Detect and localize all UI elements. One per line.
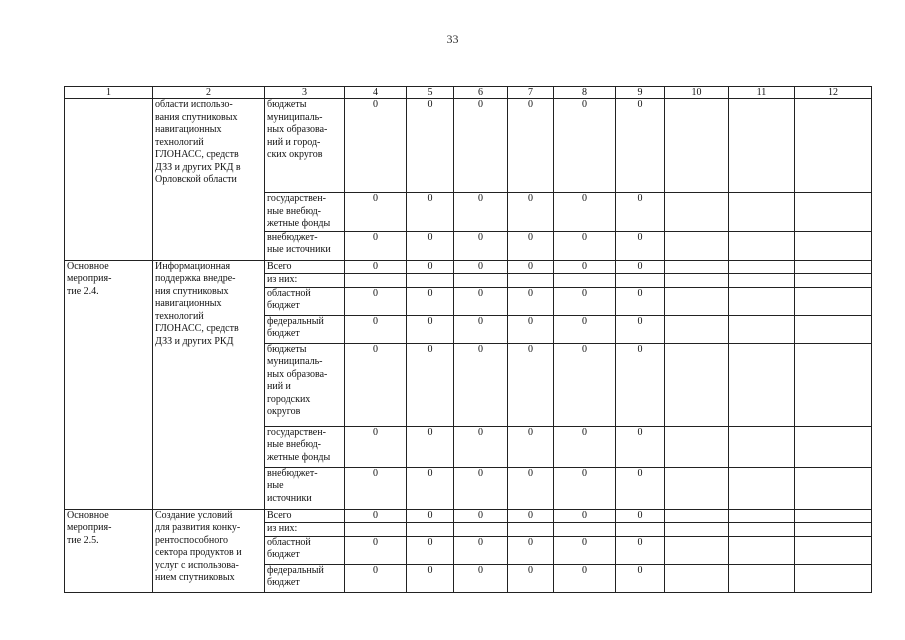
table-row	[65, 509, 872, 523]
value-cell: 0	[554, 99, 616, 193]
value-cell: 0	[454, 564, 508, 592]
value-cell: 0	[508, 536, 554, 564]
value-cell: 0	[508, 426, 554, 467]
empty-cell	[795, 564, 872, 592]
value-cell: 0	[345, 315, 407, 343]
value-cell: 0	[616, 564, 665, 592]
empty-cell	[665, 231, 729, 260]
funding-source-cell: из них:	[265, 274, 345, 288]
empty-cell	[729, 260, 795, 274]
column-header-10: 10	[665, 87, 729, 99]
empty-cell	[795, 467, 872, 509]
value-cell: 0	[554, 260, 616, 274]
funding-source-cell: внебюджет- ные источники	[265, 231, 345, 260]
empty-cell	[729, 467, 795, 509]
empty-cell	[665, 523, 729, 537]
value-cell	[508, 274, 554, 288]
value-cell: 0	[345, 426, 407, 467]
empty-cell	[795, 287, 872, 315]
value-cell: 0	[616, 426, 665, 467]
funding-source-cell: бюджеты муниципаль- ных образова- ний и городских округов	[265, 343, 345, 426]
funding-source-cell: областной бюджет	[265, 536, 345, 564]
funding-source-cell: внебюджет- ные источники	[265, 467, 345, 509]
column-header-5: 5	[407, 87, 454, 99]
empty-cell	[729, 536, 795, 564]
budget-table	[64, 86, 872, 593]
value-cell: 0	[554, 231, 616, 260]
value-cell: 0	[508, 315, 554, 343]
empty-cell	[665, 426, 729, 467]
empty-cell	[729, 523, 795, 537]
value-cell: 0	[345, 99, 407, 193]
column-header-3: 3	[265, 87, 345, 99]
value-cell: 0	[407, 509, 454, 523]
value-cell: 0	[454, 343, 508, 426]
value-cell: 0	[454, 99, 508, 193]
value-cell: 0	[554, 315, 616, 343]
empty-cell	[665, 99, 729, 193]
empty-cell	[795, 99, 872, 193]
value-cell: 0	[345, 193, 407, 232]
empty-cell	[665, 467, 729, 509]
empty-cell	[729, 231, 795, 260]
value-cell: 0	[454, 260, 508, 274]
value-cell	[407, 274, 454, 288]
value-cell: 0	[554, 287, 616, 315]
value-cell: 0	[554, 564, 616, 592]
value-cell: 0	[454, 287, 508, 315]
value-cell: 0	[407, 260, 454, 274]
empty-cell	[665, 536, 729, 564]
value-cell: 0	[407, 193, 454, 232]
value-cell: 0	[407, 426, 454, 467]
value-cell	[345, 274, 407, 288]
value-cell: 0	[345, 509, 407, 523]
empty-cell	[665, 315, 729, 343]
table-row	[65, 99, 872, 193]
column-header-9: 9	[616, 87, 665, 99]
empty-cell	[795, 274, 872, 288]
value-cell: 0	[616, 467, 665, 509]
value-cell: 0	[616, 343, 665, 426]
column-header-2: 2	[153, 87, 265, 99]
value-cell: 0	[616, 536, 665, 564]
empty-cell	[665, 564, 729, 592]
value-cell: 0	[554, 509, 616, 523]
value-cell: 0	[454, 193, 508, 232]
activity-label-cell: Основное мероприя- тие 2.4.	[65, 260, 153, 509]
value-cell: 0	[508, 509, 554, 523]
value-cell: 0	[454, 426, 508, 467]
activity-label-cell: Основное мероприя- тие 2.5.	[65, 509, 153, 592]
table-row	[65, 260, 872, 274]
funding-source-cell: из них:	[265, 523, 345, 537]
empty-cell	[665, 260, 729, 274]
value-cell: 0	[454, 536, 508, 564]
value-cell: 0	[616, 99, 665, 193]
value-cell: 0	[508, 260, 554, 274]
column-header-6: 6	[454, 87, 508, 99]
value-cell: 0	[508, 564, 554, 592]
value-cell: 0	[454, 315, 508, 343]
funding-source-cell: Всего	[265, 260, 345, 274]
empty-cell	[795, 343, 872, 426]
column-header-12: 12	[795, 87, 872, 99]
value-cell: 0	[345, 231, 407, 260]
value-cell: 0	[616, 287, 665, 315]
empty-cell	[795, 523, 872, 537]
value-cell	[454, 274, 508, 288]
activity-description-cell: Информационная поддержка внедре- ния спутниковых навигационных технологий ГЛОНАСС, средств ДЗЗ и других РКД	[153, 260, 265, 509]
value-cell: 0	[407, 564, 454, 592]
value-cell: 0	[454, 231, 508, 260]
funding-source-cell: федеральный бюджет	[265, 315, 345, 343]
value-cell: 0	[345, 564, 407, 592]
value-cell: 0	[407, 99, 454, 193]
value-cell	[616, 523, 665, 537]
header-row	[65, 87, 872, 99]
empty-cell	[729, 287, 795, 315]
empty-cell	[665, 287, 729, 315]
value-cell: 0	[345, 287, 407, 315]
value-cell: 0	[345, 467, 407, 509]
funding-source-cell: областной бюджет	[265, 287, 345, 315]
empty-cell	[729, 426, 795, 467]
column-header-7: 7	[508, 87, 554, 99]
column-header-1: 1	[65, 87, 153, 99]
value-cell	[554, 274, 616, 288]
value-cell	[345, 523, 407, 537]
empty-cell	[795, 315, 872, 343]
value-cell: 0	[407, 536, 454, 564]
value-cell: 0	[454, 509, 508, 523]
value-cell: 0	[508, 231, 554, 260]
value-cell: 0	[616, 193, 665, 232]
empty-cell	[795, 231, 872, 260]
value-cell: 0	[616, 509, 665, 523]
value-cell: 0	[508, 99, 554, 193]
empty-cell	[795, 426, 872, 467]
value-cell: 0	[508, 343, 554, 426]
empty-cell	[795, 193, 872, 232]
empty-cell	[729, 564, 795, 592]
page-number: 33	[446, 32, 459, 46]
value-cell: 0	[508, 467, 554, 509]
funding-source-cell: государствен- ные внебюд- жетные фонды	[265, 193, 345, 232]
value-cell	[407, 523, 454, 537]
empty-cell	[729, 343, 795, 426]
empty-cell	[729, 193, 795, 232]
value-cell: 0	[616, 231, 665, 260]
value-cell: 0	[616, 315, 665, 343]
value-cell	[554, 523, 616, 537]
value-cell: 0	[554, 467, 616, 509]
funding-source-cell: бюджеты муниципаль- ных образова- ний и город- ских округов	[265, 99, 345, 193]
value-cell: 0	[407, 467, 454, 509]
empty-cell	[665, 274, 729, 288]
activity-description-cell: Создание условий для развития конку- рентоспособного сектора продуктов и услуг с использова- нием спутниковых	[153, 509, 265, 592]
empty-cell	[665, 343, 729, 426]
empty-cell	[795, 260, 872, 274]
value-cell: 0	[454, 467, 508, 509]
value-cell: 0	[616, 260, 665, 274]
funding-source-cell: федеральный бюджет	[265, 564, 345, 592]
empty-cell	[729, 315, 795, 343]
column-header-8: 8	[554, 87, 616, 99]
value-cell: 0	[345, 343, 407, 426]
value-cell	[454, 523, 508, 537]
value-cell: 0	[345, 260, 407, 274]
value-cell: 0	[345, 536, 407, 564]
value-cell: 0	[554, 343, 616, 426]
empty-cell	[795, 536, 872, 564]
empty-cell	[795, 509, 872, 523]
activity-label-cell	[65, 99, 153, 261]
empty-cell	[665, 509, 729, 523]
value-cell	[508, 523, 554, 537]
value-cell: 0	[554, 426, 616, 467]
activity-description-cell: области использо- вания спутниковых навигационных технологий ГЛОНАСС, средств ДЗЗ и других РКД в Орловской области	[153, 99, 265, 261]
value-cell	[616, 274, 665, 288]
funding-source-cell: государствен- ные внебюд- жетные фонды	[265, 426, 345, 467]
value-cell: 0	[554, 536, 616, 564]
value-cell: 0	[407, 315, 454, 343]
value-cell: 0	[508, 287, 554, 315]
value-cell: 0	[508, 193, 554, 232]
empty-cell	[729, 274, 795, 288]
empty-cell	[729, 99, 795, 193]
value-cell: 0	[554, 193, 616, 232]
funding-source-cell: Всего	[265, 509, 345, 523]
empty-cell	[665, 193, 729, 232]
column-header-11: 11	[729, 87, 795, 99]
value-cell: 0	[407, 343, 454, 426]
column-header-4: 4	[345, 87, 407, 99]
empty-cell	[729, 509, 795, 523]
value-cell: 0	[407, 287, 454, 315]
value-cell: 0	[407, 231, 454, 260]
